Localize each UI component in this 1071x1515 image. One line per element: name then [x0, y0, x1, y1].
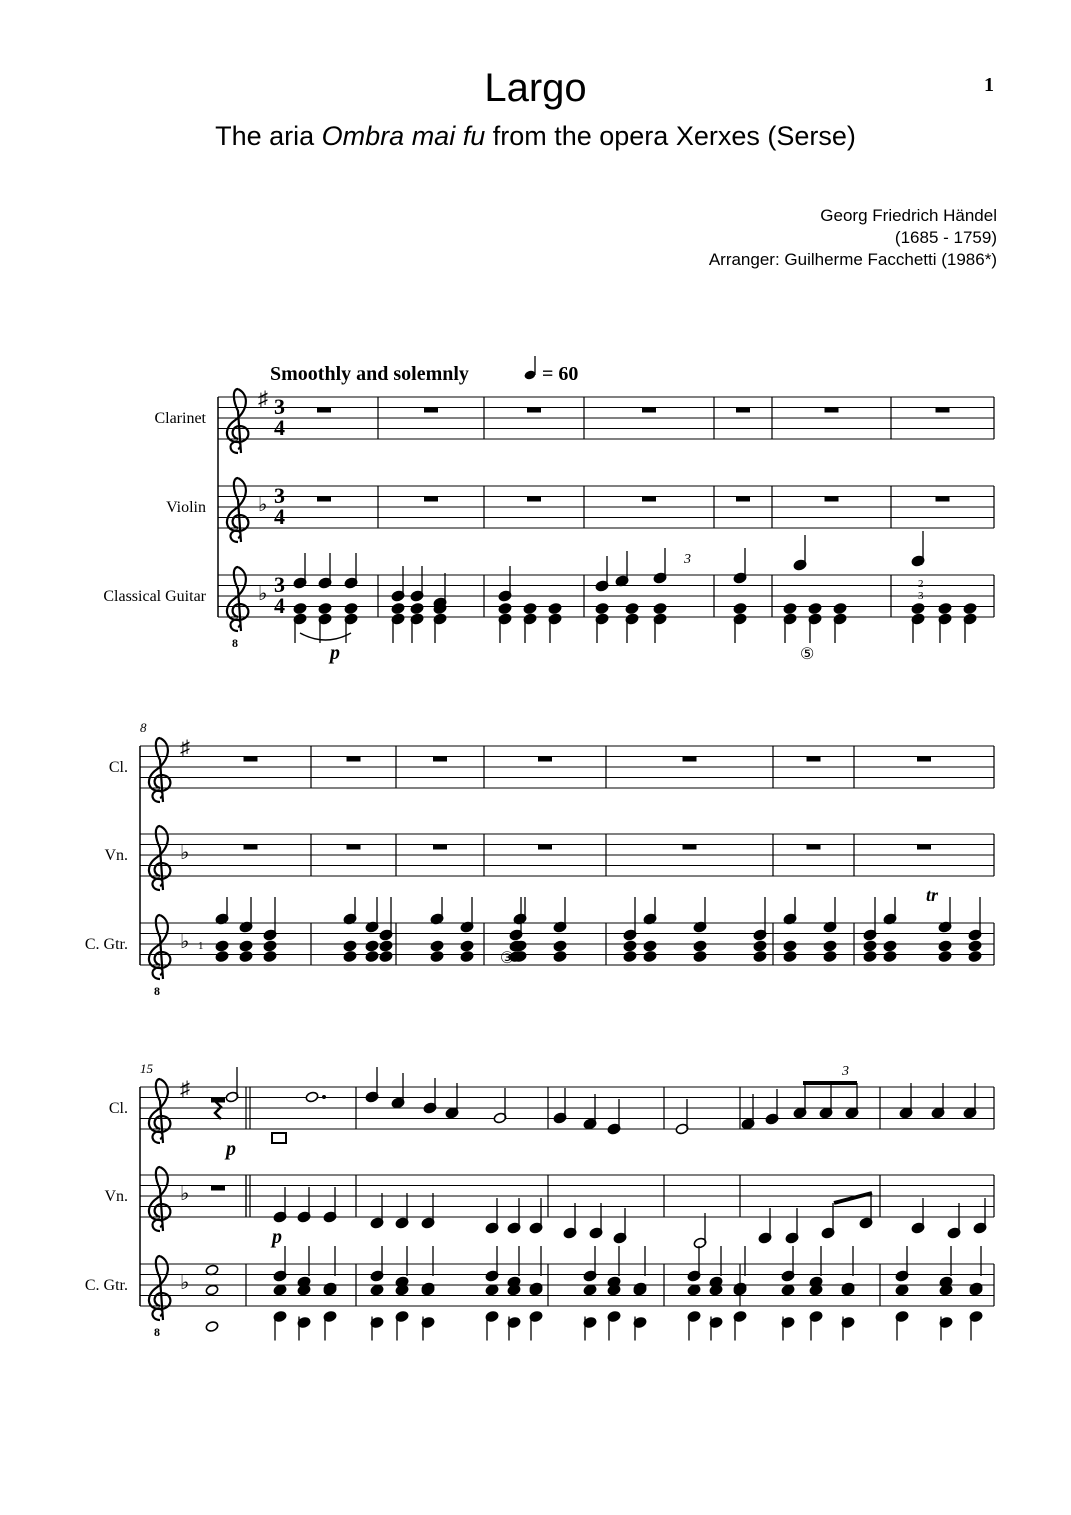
time-signature-numerator: 3	[274, 393, 285, 419]
note-head-filled	[625, 603, 639, 615]
fingering-number: 3	[918, 590, 924, 602]
note-head-filled	[968, 940, 982, 952]
note-head-filled	[430, 940, 444, 952]
subtitle-suffix: from the opera Xerxes (Serse)	[485, 121, 856, 151]
whole-rest	[424, 408, 438, 413]
note-head-filled	[410, 603, 424, 615]
slur-mark	[300, 633, 351, 640]
flat-sign: ♭	[258, 583, 268, 605]
flat-sign: ♭	[180, 842, 190, 864]
treble-clef-shape	[227, 478, 248, 542]
treble-clef-icon	[227, 567, 248, 631]
note-head-filled	[781, 1284, 795, 1296]
whole-rest	[211, 1098, 225, 1103]
note-head-filled	[553, 951, 567, 963]
treble-clef-icon	[227, 389, 248, 453]
time-signature-denominator: 4	[274, 414, 285, 440]
triplet-mark: 3	[684, 552, 691, 567]
fingering-number: 2	[918, 578, 924, 590]
composer-dates: (1685 - 1759)	[894, 228, 997, 247]
whole-rest	[538, 757, 552, 762]
instrument-name: C. Gtr.	[84, 936, 128, 953]
note-head-filled	[273, 1284, 287, 1296]
whole-rest	[683, 757, 697, 762]
treble-clef-shape	[227, 567, 248, 631]
flat-sign: ♭	[180, 931, 190, 953]
note-head-filled	[643, 940, 657, 952]
whole-rest	[807, 757, 821, 762]
octave-marking: 8	[154, 984, 160, 998]
treble-clef-icon	[149, 915, 170, 979]
subtitle-aria-name: Ombra mai fu	[321, 121, 486, 151]
treble-clef-shape	[149, 826, 170, 890]
note-head-filled	[553, 940, 567, 952]
treble-clef-shape	[149, 1256, 170, 1320]
sharp-sign: ♯	[180, 737, 190, 759]
note-head-filled	[365, 940, 379, 952]
note-head-filled	[595, 603, 609, 615]
whole-rest	[317, 408, 331, 413]
page-number: 1	[984, 74, 994, 96]
note-head-filled	[963, 603, 977, 615]
score-title: Largo	[484, 66, 587, 110]
instrument-name: Clarinet	[154, 410, 206, 427]
time-signature-denominator: 4	[274, 503, 285, 529]
note-head-filled	[823, 940, 837, 952]
note-head-filled	[911, 603, 925, 615]
note-head-filled	[753, 951, 767, 963]
note-head-filled	[430, 951, 444, 963]
whole-rest	[825, 497, 839, 502]
octave-marking: 8	[232, 636, 238, 650]
flat-sign: ♭	[258, 494, 268, 516]
whole-rest	[736, 497, 750, 502]
note-head-filled	[548, 603, 562, 615]
quarter-rest	[215, 1101, 221, 1119]
note-head-filled	[733, 603, 747, 615]
time-signature-numerator: 3	[274, 482, 285, 508]
note-head-filled	[344, 603, 358, 615]
whole-rest	[936, 408, 950, 413]
whole-rest	[538, 845, 552, 850]
instrument-name: Classical Guitar	[103, 588, 206, 605]
tempo-text: Smoothly and solemnly	[270, 363, 469, 385]
whole-rest	[825, 408, 839, 413]
whole-rest	[736, 408, 750, 413]
whole-rest	[917, 845, 931, 850]
whole-rest	[424, 497, 438, 502]
treble-clef-icon	[149, 1079, 170, 1143]
note-head-filled	[583, 1284, 597, 1296]
note-head-filled	[215, 940, 229, 952]
whole-rest	[917, 757, 931, 762]
flat-sign: ♭	[180, 1272, 190, 1294]
treble-clef-icon	[227, 478, 248, 542]
treble-clef-icon	[149, 1167, 170, 1231]
time-signature-numerator: 3	[274, 571, 285, 597]
treble-clef-icon	[149, 826, 170, 890]
note-head-filled	[968, 951, 982, 963]
trill-mark: tr	[926, 885, 939, 905]
note-head-filled	[460, 940, 474, 952]
string-indicator: ⑤	[800, 646, 815, 663]
measure-number: 15	[140, 1061, 153, 1076]
note-head-filled	[379, 940, 393, 952]
whole-rest	[527, 497, 541, 502]
treble-clef-shape	[149, 1167, 170, 1231]
note-head-filled	[883, 940, 897, 952]
note-head-filled	[460, 951, 474, 963]
whole-rest	[244, 845, 258, 850]
whole-rest	[527, 408, 541, 413]
note-beam	[834, 1193, 872, 1203]
note-head-filled	[623, 940, 637, 952]
note-head-filled	[883, 951, 897, 963]
instrument-name: Vn.	[104, 847, 128, 864]
whole-rest	[347, 757, 361, 762]
note-head-filled	[753, 940, 767, 952]
instrument-name: Violin	[166, 499, 206, 516]
note-head-filled	[523, 603, 537, 615]
note-head-filled	[687, 1284, 701, 1296]
whole-rest	[433, 757, 447, 762]
note-head-filled	[343, 940, 357, 952]
note-head-filled	[263, 940, 277, 952]
note-head-filled	[808, 603, 822, 615]
fingering-number: 4	[918, 556, 924, 568]
note-head-filled	[391, 603, 405, 615]
note-head-open	[205, 1321, 219, 1333]
whole-rest	[683, 845, 697, 850]
note-head-filled	[895, 1284, 909, 1296]
instrument-name: Vn.	[104, 1188, 128, 1205]
treble-clef-shape	[149, 738, 170, 802]
instrument-name: C. Gtr.	[84, 1277, 128, 1294]
down-bow-icon	[272, 1133, 286, 1143]
note-head-filled	[485, 1284, 499, 1296]
whole-rest	[317, 497, 331, 502]
whole-rest	[642, 497, 656, 502]
augmentation-dot	[322, 1095, 326, 1099]
note-head-filled	[938, 951, 952, 963]
octave-marking: 8	[154, 1325, 160, 1339]
note-head-filled	[379, 951, 393, 963]
note-head-filled	[293, 603, 307, 615]
note-head-filled	[938, 940, 952, 952]
note-head-filled	[263, 951, 277, 963]
sharp-sign: ♯	[258, 388, 268, 410]
fingering-number: 1	[198, 940, 204, 952]
subtitle-prefix: The aria	[215, 121, 322, 151]
note-head-filled	[343, 951, 357, 963]
treble-clef-shape	[149, 915, 170, 979]
note-head-filled	[498, 603, 512, 615]
string-indicator: ③	[500, 950, 515, 967]
triplet-mark: 3	[842, 1064, 849, 1079]
note-head-filled	[623, 951, 637, 963]
note-head-filled	[643, 951, 657, 963]
note-head-filled	[863, 940, 877, 952]
note-head-filled	[370, 1284, 384, 1296]
note-head-filled	[365, 951, 379, 963]
instrument-name: Cl.	[108, 759, 128, 776]
note-head-filled	[783, 951, 797, 963]
measure-number: 8	[140, 720, 147, 735]
instrument-name: Cl.	[108, 1100, 128, 1117]
composer-name: Georg Friedrich Händel	[820, 206, 997, 225]
whole-rest	[347, 845, 361, 850]
whole-rest	[642, 408, 656, 413]
tempo-value: = 60	[542, 363, 579, 385]
note-head-filled	[693, 940, 707, 952]
dynamic-marking: p	[226, 1138, 236, 1160]
treble-clef-shape	[149, 1079, 170, 1143]
note-head-filled	[863, 951, 877, 963]
dynamic-marking: p	[272, 1226, 282, 1248]
note-head-filled	[783, 940, 797, 952]
note-head-filled	[783, 603, 797, 615]
treble-clef-icon	[149, 738, 170, 802]
whole-rest	[244, 757, 258, 762]
note-head-filled	[318, 603, 332, 615]
note-head-filled	[938, 603, 952, 615]
whole-rest	[807, 845, 821, 850]
flat-sign: ♭	[180, 1183, 190, 1205]
arranger-credit: Arranger: Guilherme Facchetti (1986*)	[708, 250, 997, 269]
treble-clef-icon	[149, 1256, 170, 1320]
note-head-filled	[833, 603, 847, 615]
note-head-filled	[239, 951, 253, 963]
note-head-filled	[653, 603, 667, 615]
note-head-filled	[215, 951, 229, 963]
whole-rest	[433, 845, 447, 850]
note-head-filled	[239, 940, 253, 952]
note-head-open	[205, 1284, 219, 1296]
time-signature-denominator: 4	[274, 592, 285, 618]
whole-rest	[936, 497, 950, 502]
note-head-open	[305, 1091, 319, 1103]
note-head-filled	[693, 951, 707, 963]
treble-clef-shape	[227, 389, 248, 453]
whole-rest	[211, 1186, 225, 1191]
dynamic-marking: p	[330, 642, 340, 664]
sharp-sign: ♯	[180, 1078, 190, 1100]
note-head-filled	[823, 951, 837, 963]
